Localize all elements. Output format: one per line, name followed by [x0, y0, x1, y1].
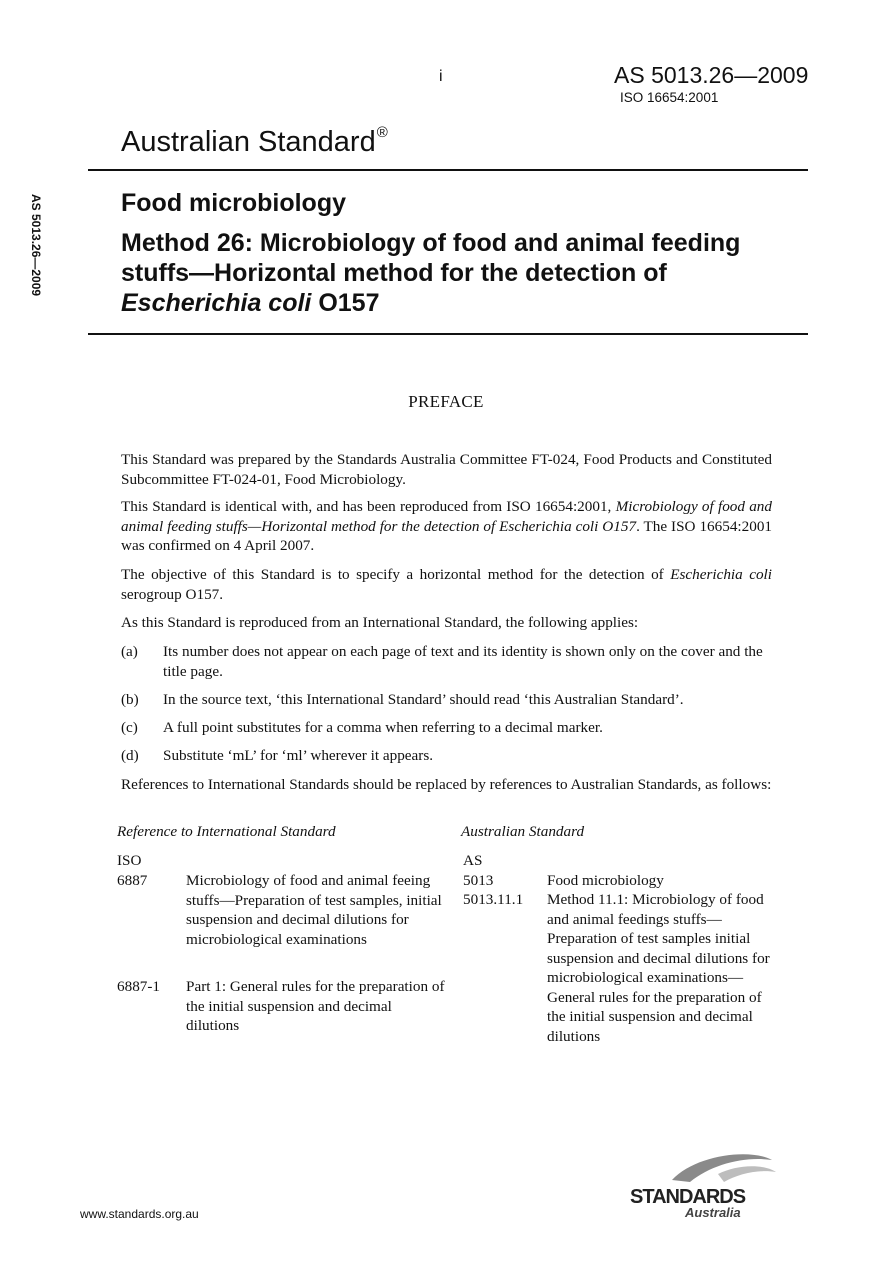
list-text: A full point substitutes for a comma when referring to a decimal marker. — [163, 719, 603, 736]
p2-italic-title: Microbiology of food and animal feeding stuffs—Horizontal method for the detection of Escherichia coli O157 — [121, 498, 772, 535]
p3-text: The objective of this Standard is to specify a horizontal method for the detection of — [121, 566, 671, 583]
list-label: (b) — [121, 691, 139, 708]
footer-url: www.standards.org.au — [80, 1207, 199, 1221]
as-prefix: AS — [463, 852, 483, 869]
p2-text-end: . The ISO 16654:2001 was confirmed on 4 April 2007. — [121, 517, 773, 554]
list-label: (c) — [121, 719, 138, 736]
subtitle-italic: Escherichia coli — [121, 289, 312, 317]
reference-left-heading: Reference to International Standard — [117, 823, 336, 840]
as-code: 5013.11.1 — [463, 891, 524, 908]
p2-text: This Standard is identical with, and has been reproduced from ISO 16654:2001, — [121, 498, 616, 515]
list-text: Its number does not appear on each page of text and its identity is shown only on the cover and the title page. — [163, 643, 763, 680]
logo-word-australia: Australia — [685, 1205, 741, 1220]
as-title: Food microbiology — [547, 872, 664, 889]
list-text: In the source text, ‘this International Standard’ should read ‘this Australian Standard’. — [163, 691, 684, 708]
iso-prefix: ISO — [117, 852, 142, 869]
brand-title — [121, 124, 388, 159]
list-item — [121, 718, 772, 738]
iso-id: ISO 16654:2001 — [620, 90, 719, 105]
subtitle-text: Method 26: Microbiology of food and animal feeding stuffs—Horizontal method for the detection of — [121, 229, 741, 287]
p3-italic: Escherichia coli — [670, 566, 772, 583]
list-text: Substitute ‘mL’ for ‘ml’ wherever it appears. — [163, 747, 434, 764]
list-label: (a) — [121, 643, 138, 660]
list-item — [121, 690, 772, 710]
standard-id: AS 5013.26—2009 — [614, 62, 809, 88]
document-subtitle — [121, 228, 761, 318]
preface-paragraph-5: References to International Standards should be replaced by references to Australian Standards, as follows: — [121, 776, 772, 793]
logo-word-standards: STANDARDS — [630, 1186, 746, 1208]
preface-paragraph-1: This Standard was prepared by the Standards Australia Committee FT-024, Food Products and Constituted Subcommittee FT-024-01, Food Microbiology. — [121, 451, 772, 488]
bottom-divider — [88, 333, 808, 335]
reference-right-heading: Australian Standard — [461, 823, 585, 840]
top-divider — [88, 169, 808, 171]
as-code: 5013 — [463, 872, 494, 889]
registered-mark: ® — [376, 124, 388, 141]
iso-code: 6887-1 — [117, 978, 161, 995]
standards-australia-logo — [620, 1150, 780, 1222]
page-number: i — [439, 68, 443, 85]
iso-title: Microbiology of food and animal feeing stuffs—Preparation of test samples, initial suspension and decimal dilutions for microbiological examinations — [186, 872, 442, 948]
document-title: Food microbiology — [121, 189, 346, 217]
preface-paragraph-3 — [121, 565, 772, 604]
iso-code: 6887 — [117, 872, 148, 889]
preface-heading: PREFACE — [408, 392, 484, 411]
subtitle-suffix: O157 — [311, 289, 380, 317]
brand-text: Australian Standard — [121, 126, 376, 158]
list-item — [121, 642, 772, 682]
spine-label: AS 5013.26—2009 — [29, 194, 43, 297]
p3-text-end: serogroup O157. — [121, 585, 224, 603]
list-label: (d) — [121, 747, 139, 764]
list-item — [121, 746, 772, 766]
as-title: Method 11.1: Microbiology of food and animal feedings stuffs—Preparation of test samples initial suspension and decimal dilutions for microbiological examinations—General rules for the preparation of the initial suspension and decimal dilutions — [547, 891, 770, 1045]
preface-paragraph-4: As this Standard is reproduced from an International Standard, the following applies: — [121, 614, 639, 631]
iso-title: Part 1: General rules for the preparation of the initial suspension and decimal dilutions — [186, 978, 445, 1034]
preface-paragraph-2 — [121, 497, 772, 556]
